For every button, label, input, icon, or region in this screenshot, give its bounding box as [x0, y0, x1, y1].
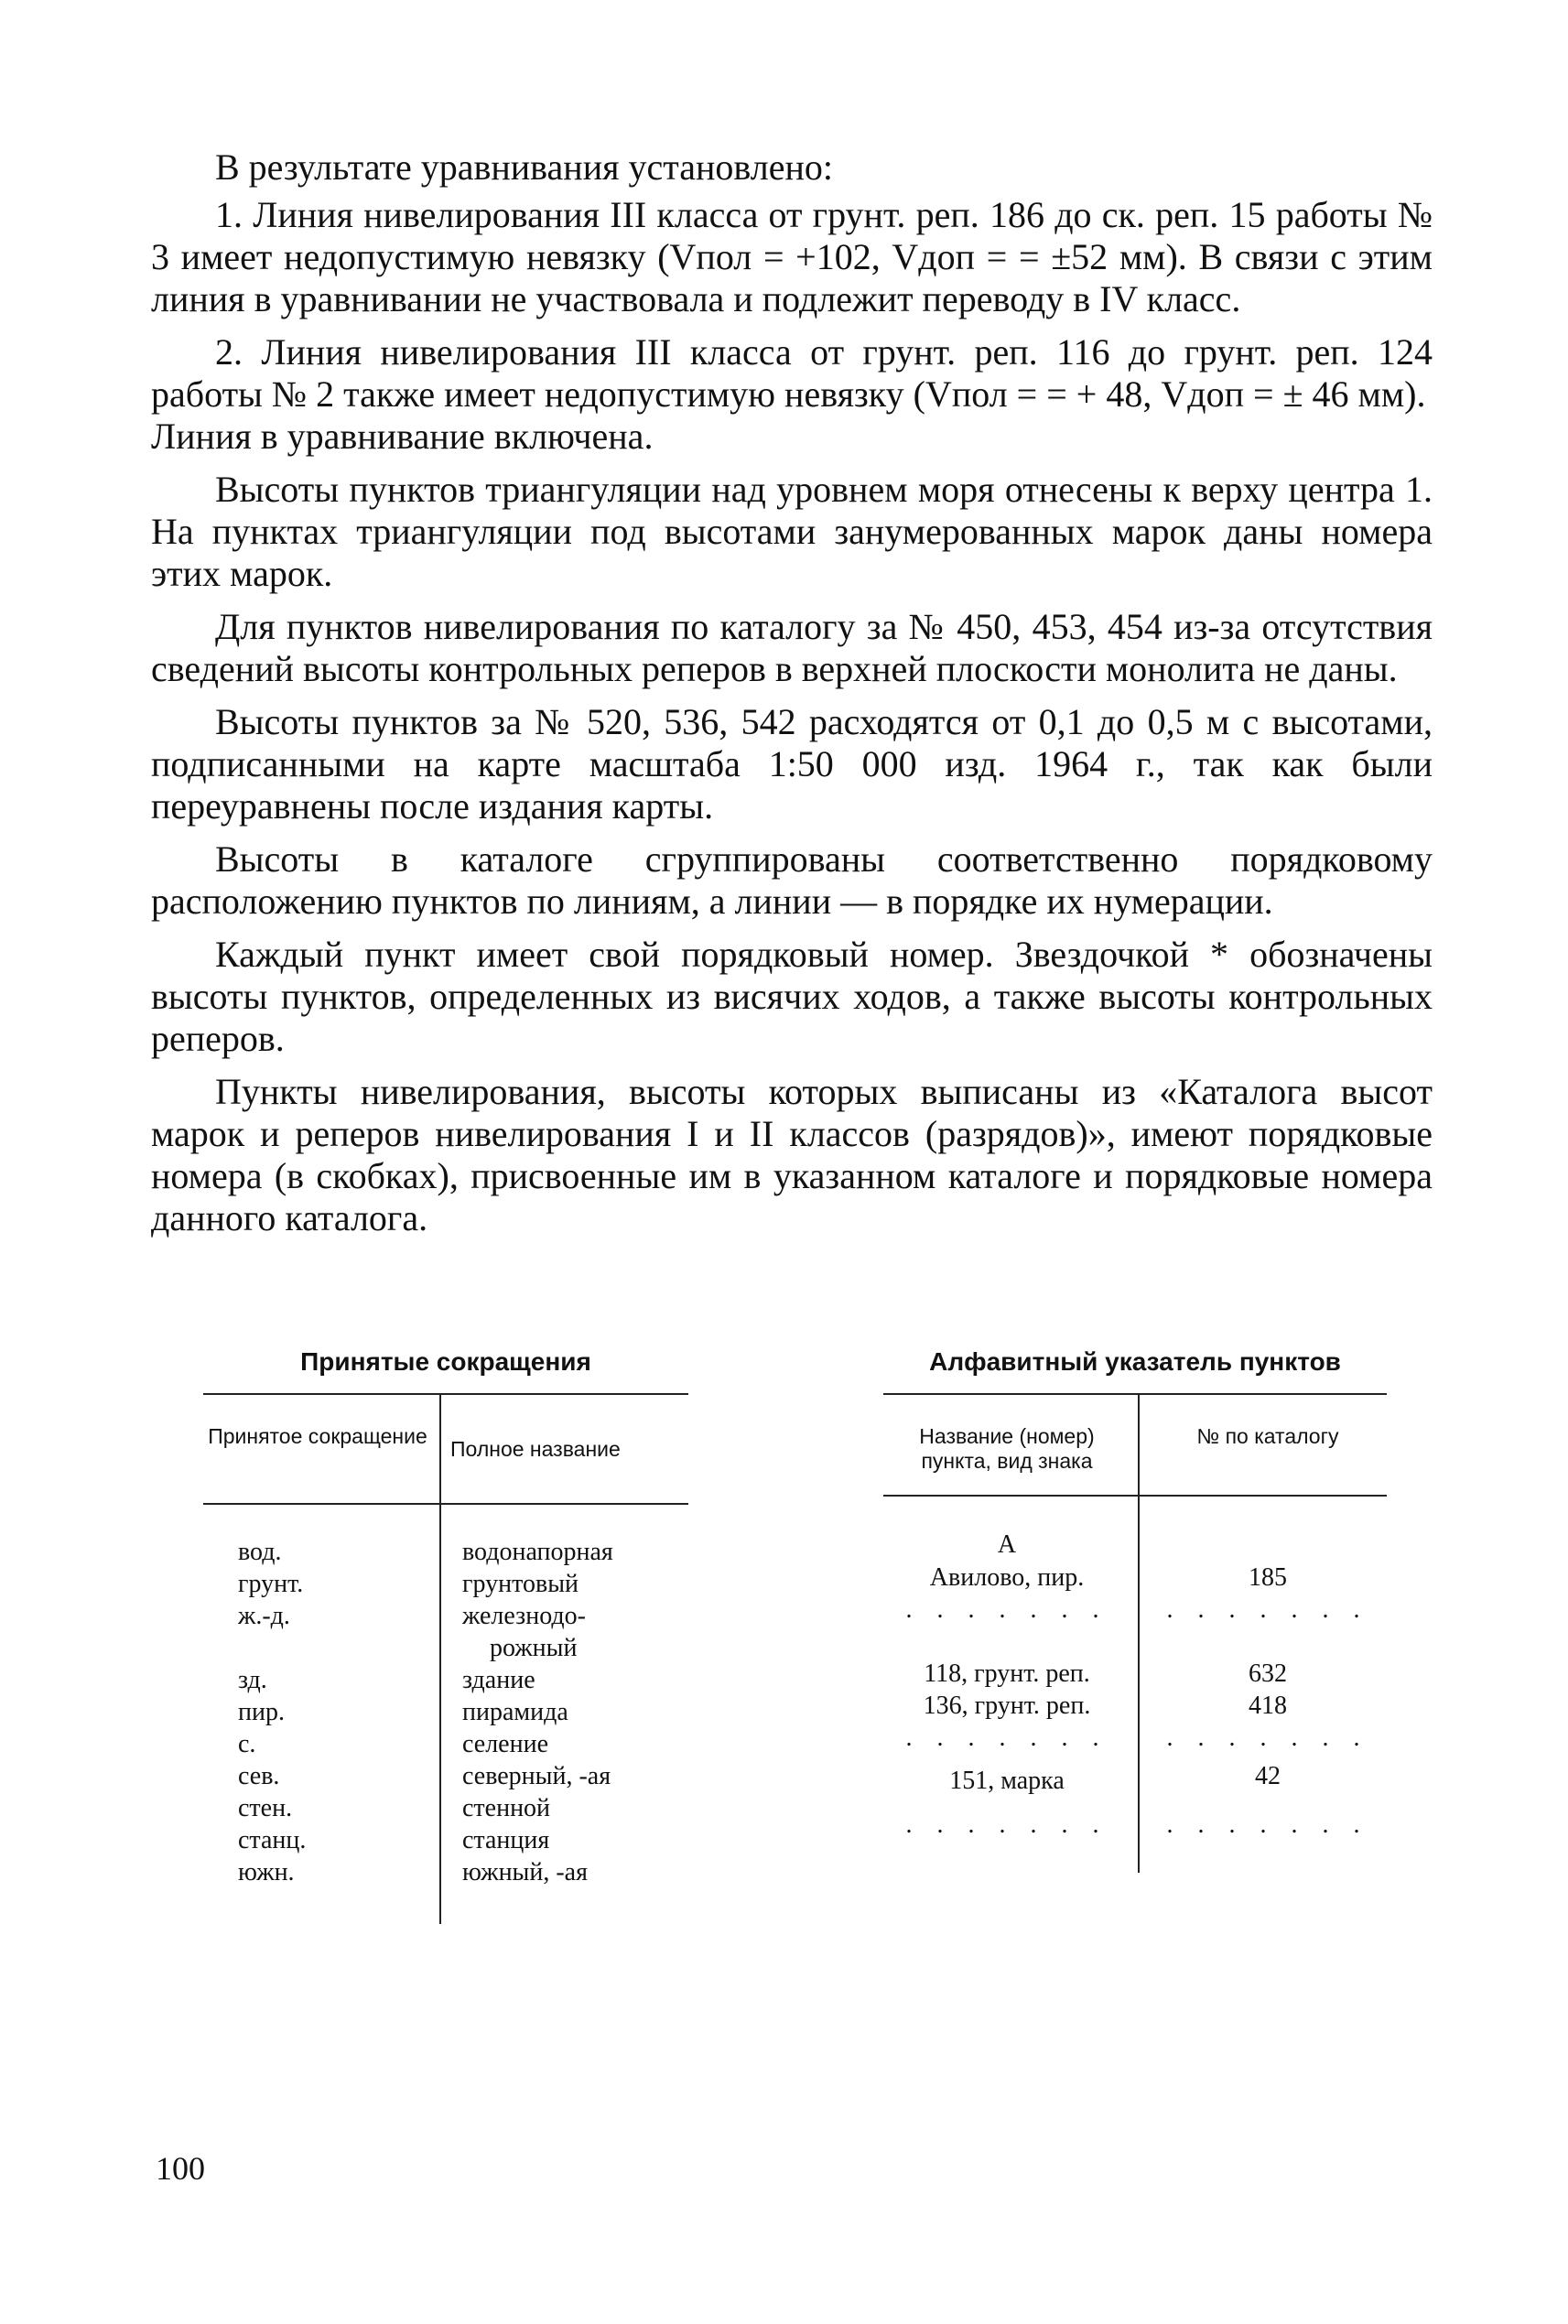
- abbr-cell: вод.: [238, 1538, 282, 1566]
- paragraph-6: Высоты пунктов за № 520, 536, 542 расходятся от 0,1 до 0,5 м с высотами, подписанными на карте масштаба 1:50 000 изд. 1964 г., так как были переуравнены после издания карты.: [151, 701, 1433, 827]
- index-name-cell: [883, 1626, 1130, 1658]
- full-cell: здание: [462, 1666, 535, 1694]
- full-cell: северный, -ая: [462, 1762, 611, 1790]
- index-name-cell: 151, марка: [949, 1767, 1065, 1795]
- table-rule: [203, 1503, 688, 1505]
- table-vline: [1138, 1395, 1140, 1509]
- abbr-cell: ж.-д.: [238, 1602, 290, 1630]
- table-rule: [883, 1393, 1387, 1395]
- index-number-cell: . . . . . . .: [1166, 1595, 1369, 1624]
- index-name-column: [883, 1562, 1130, 1841]
- abbr-cell: зд.: [238, 1666, 267, 1694]
- paragraph-7: Высоты в каталоге сгруппированы соответственно порядковому расположению пунктов по линиям, а линии — в порядке их нумерации.: [151, 838, 1433, 922]
- index-number-cell: . . . . . . .: [1166, 1724, 1369, 1752]
- full-column: [462, 1536, 613, 1888]
- index-number-cell: . . . . . . .: [1166, 1811, 1369, 1839]
- index-number-cell: 632: [1249, 1659, 1287, 1688]
- full-cell: селение: [462, 1730, 548, 1758]
- full-cell: пирамида: [462, 1698, 568, 1726]
- paragraph-1: 1. Линия нивелирования III класса от грунт. реп. 186 до ск. реп. 15 работы № 3 имеет недопустимую невязку (Vпол = +102, Vдоп = = ±52 мм). В связи с этим линия в уравнивании не участвовала и подлежит переводу в IV класс.: [151, 194, 1433, 319]
- index-name-cell: . . . . . . .: [905, 1724, 1108, 1752]
- index-number-cell: 418: [1249, 1692, 1287, 1720]
- abbreviations-table: [203, 1346, 688, 1913]
- full-cell: железнодо-: [462, 1602, 586, 1630]
- index-number-cell: 42: [1255, 1762, 1281, 1790]
- index-number-cell: [1149, 1626, 1387, 1658]
- index-table: [883, 1346, 1387, 1913]
- abbr-cell: грунт.: [238, 1570, 304, 1598]
- abbr-cell: станц.: [238, 1826, 307, 1854]
- full-col-header: Полное название: [450, 1437, 621, 1461]
- abbr-cell: стен.: [238, 1794, 293, 1822]
- index-name-cell: 118, грунт. реп.: [924, 1659, 1090, 1688]
- table-vline: [1138, 1508, 1140, 1873]
- paragraph-3: Линия в уравнивание включена.: [151, 416, 654, 457]
- index-name-cell: 136, грунт. реп.: [923, 1692, 1091, 1720]
- paragraph-2: 2. Линия нивелирования III класса от грунт. реп. 116 до грунт. реп. 124 работы № 2 также имеет недопустимую невязку (Vпол = = + 48, Vдоп = ± 46 мм).: [151, 331, 1433, 415]
- table-rule: [203, 1393, 688, 1395]
- full-cell: стенной: [462, 1794, 551, 1822]
- full-cell: грунтовый: [462, 1570, 579, 1598]
- index-number-header: № по каталогу: [1196, 1424, 1339, 1448]
- paragraph-8: Каждый пункт имеет свой порядковый номер. Звездочкой * обозначены высоты пунктов, определенных из висячих ходов, а также высоты контрольных реперов.: [151, 934, 1433, 1059]
- abbr-col-header: Принятое сокращение: [208, 1424, 427, 1448]
- full-cell: рожный: [490, 1634, 578, 1662]
- index-name-header: Название (номер) пункта, вид знака: [919, 1424, 1095, 1473]
- abbr-cell: [238, 1632, 306, 1664]
- index-number-column: [1149, 1562, 1387, 1841]
- abbr-cell: сев.: [238, 1762, 280, 1790]
- body-text: [151, 146, 1433, 1250]
- index-title: Алфавитный указатель пунктов: [929, 1347, 1341, 1376]
- abbr-cell: южн.: [238, 1858, 295, 1886]
- index-letter: А: [997, 1530, 1017, 1559]
- full-cell: южный, -ая: [462, 1858, 588, 1886]
- paragraph-intro: В результате уравнивания установлено:: [215, 146, 833, 188]
- full-cell: водонапорная: [462, 1538, 613, 1566]
- index-number-cell: 185: [1249, 1563, 1287, 1592]
- table-rule: [883, 1495, 1387, 1497]
- abbr-column: [238, 1536, 306, 1888]
- paragraph-9: Пункты нивелирования, высоты которых выписаны из «Каталога высот марок и реперов нивелирования I и II классов (разрядов)», имеют порядковые номера (в скобках), присвоенные им в указанном каталоге и порядковые номера данного каталога.: [151, 1071, 1433, 1238]
- paragraph-4: Высоты пунктов триангуляции над уровнем моря отнесены к верху центра 1. На пунктах триангуляции под высотами занумерованных марок даны номера этих марок.: [151, 469, 1433, 594]
- table-vline: [439, 1395, 441, 1924]
- abbr-cell: с.: [238, 1730, 256, 1758]
- paragraph-5: Для пунктов нивелирования по каталогу за № 450, 453, 454 из-за отсутствия сведений высоты контрольных реперов в верхней плоскости монолита не даны.: [151, 606, 1433, 689]
- abbr-cell: пир.: [238, 1698, 285, 1726]
- index-name-cell: . . . . . . .: [905, 1811, 1108, 1839]
- full-cell: станция: [462, 1826, 550, 1854]
- abbreviations-title: Принятые сокращения: [300, 1347, 591, 1376]
- index-name-cell: Авилово, пир.: [929, 1563, 1085, 1592]
- page-number: 100: [156, 2150, 205, 2187]
- index-name-cell: . . . . . . .: [905, 1595, 1108, 1624]
